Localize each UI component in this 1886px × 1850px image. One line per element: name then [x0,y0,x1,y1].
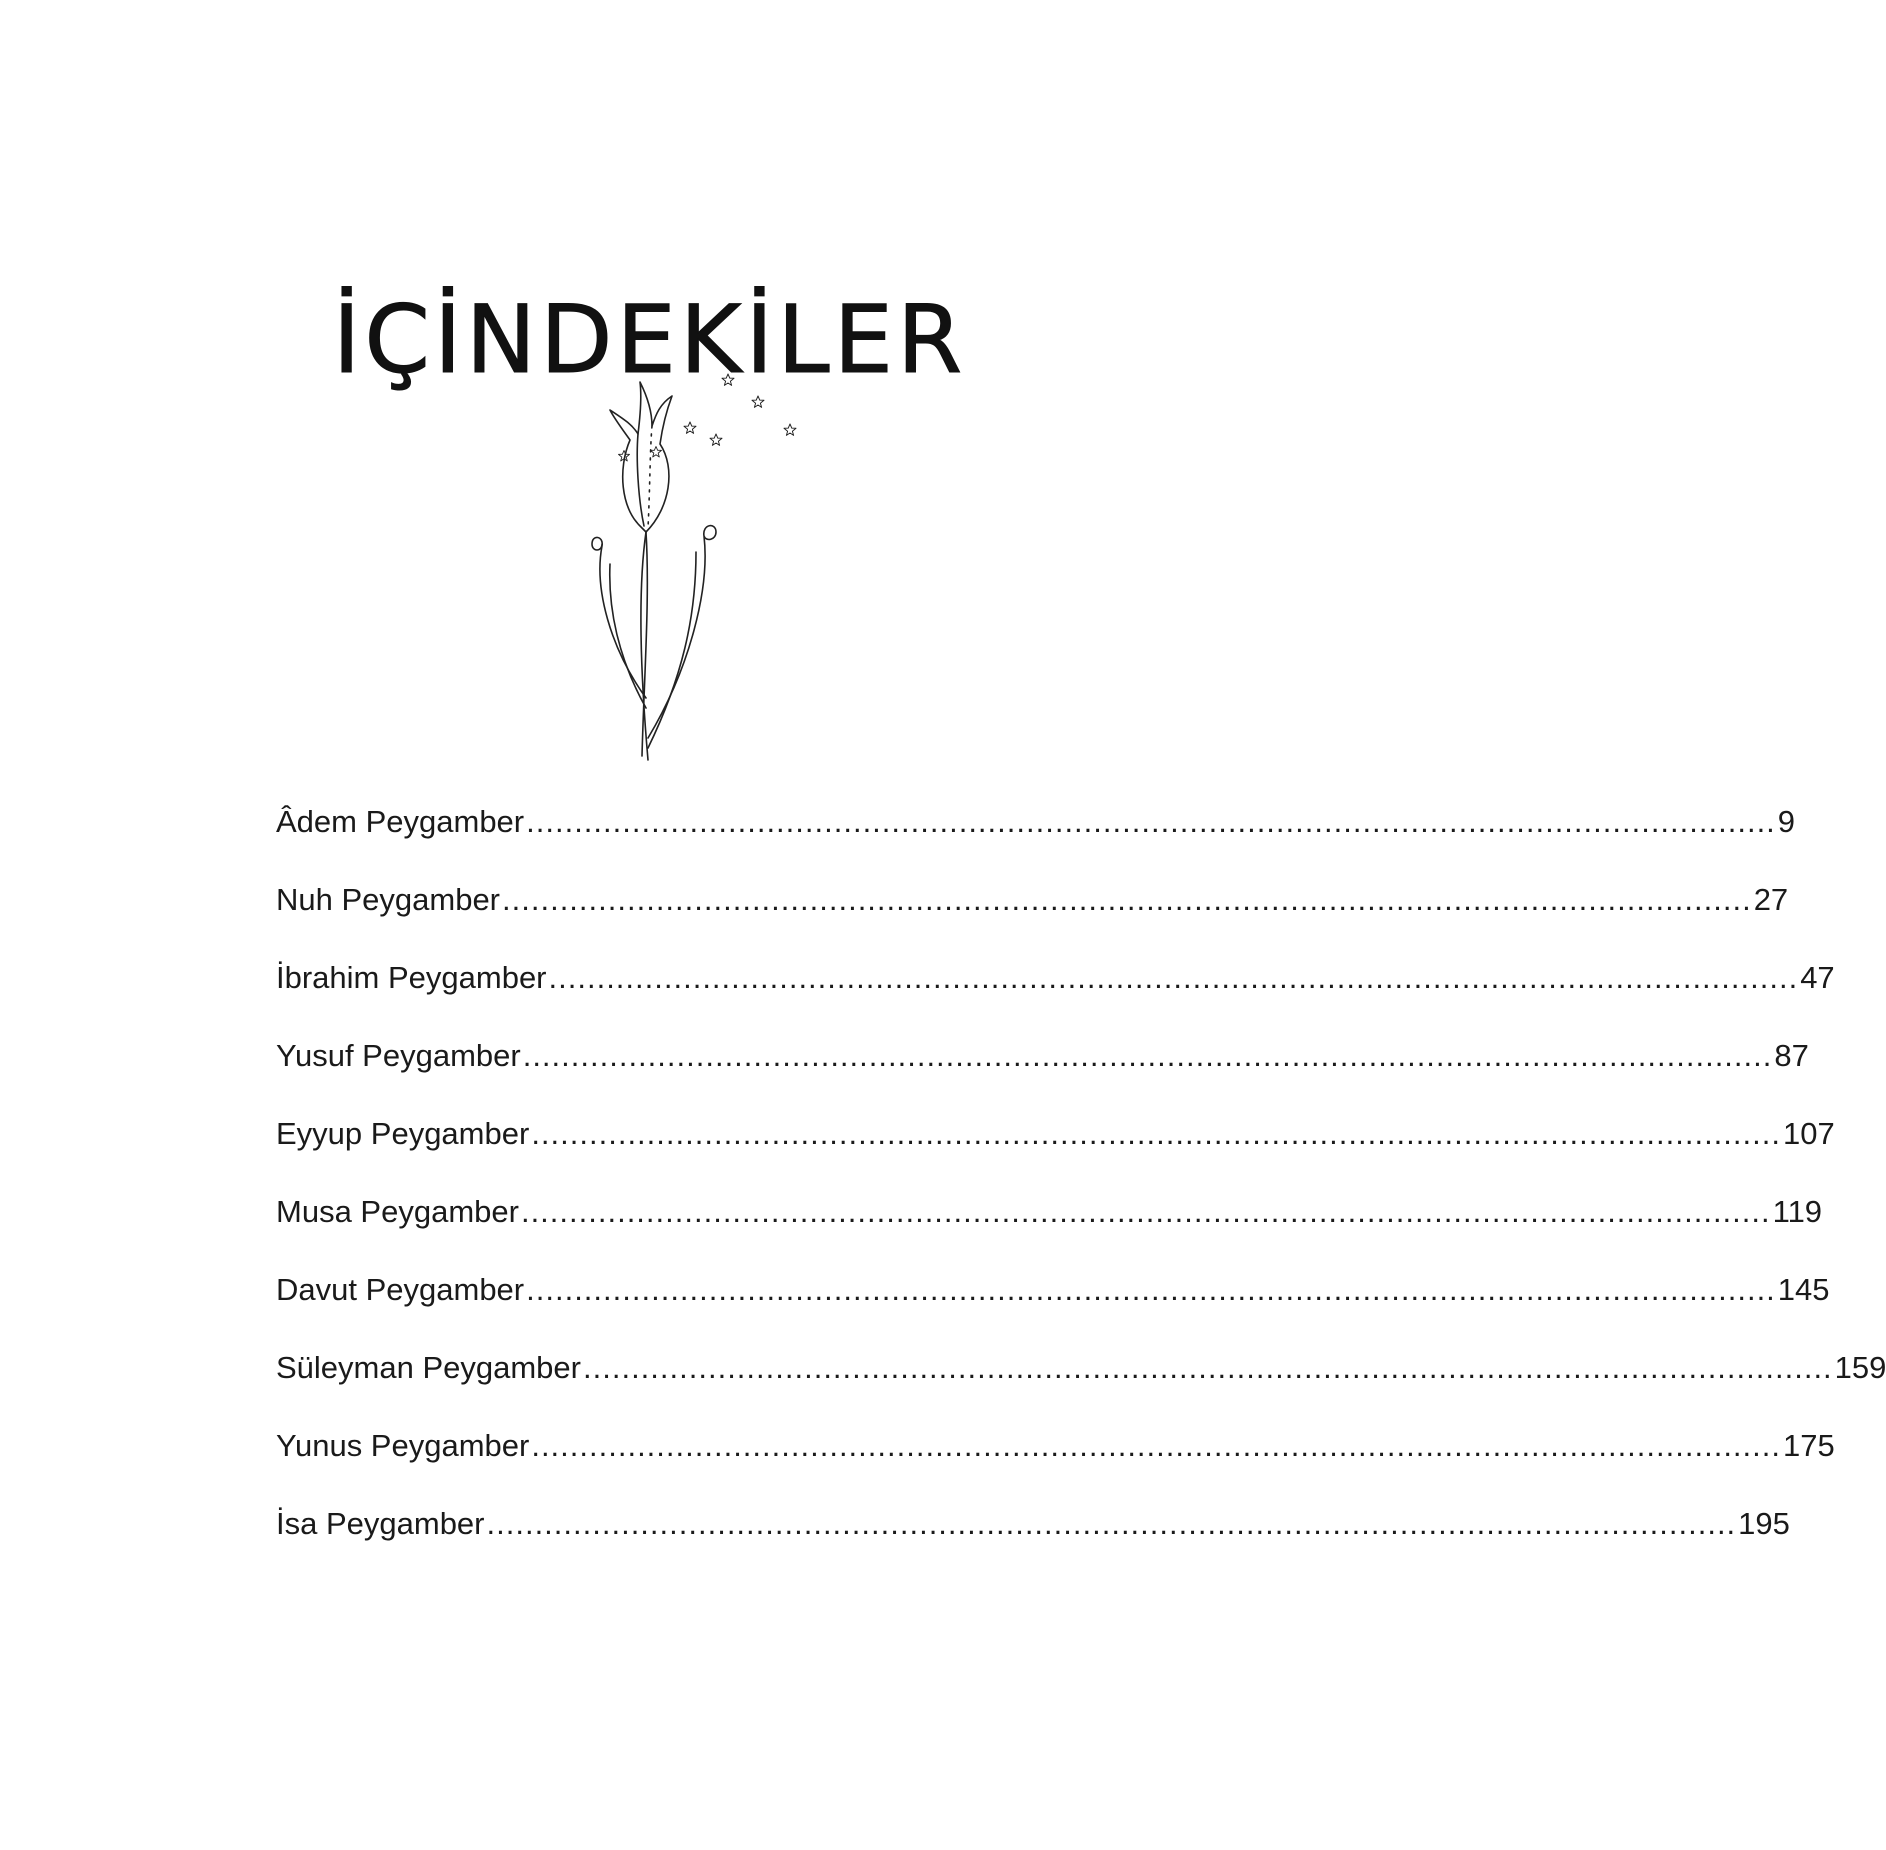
table-of-contents [276,793,1886,1573]
toc-dot-leader: .................................................................................................................................. [522,1038,1773,1073]
toc-entry-title: İsa Peygamber [276,1506,485,1541]
toc-entry[interactable] [276,949,1835,1027]
toc-dot-leader: .................................................................................................................................. [486,1506,1737,1541]
toc-entry-title: Süleyman Peygamber [276,1350,581,1385]
toc-page-number: 175 [1783,1428,1835,1463]
toc-dot-leader: .................................................................................................................................. [526,1272,1776,1307]
toc-entry-title: Yunus Peygamber [276,1428,530,1463]
toc-page-number: 195 [1738,1506,1790,1541]
toc-entry[interactable] [276,1339,1886,1417]
toc-page-number: 159 [1834,1350,1886,1385]
toc-entry-title: Yusuf Peygamber [276,1038,521,1073]
page-title: İÇİNDEKİLER [332,285,967,395]
toc-entry[interactable] [276,1105,1835,1183]
toc-entry-title: İbrahim Peygamber [276,960,547,995]
toc-entry[interactable] [276,1495,1790,1573]
star-icon [651,447,662,457]
toc-dot-leader: .................................................................................................................................. [502,882,1752,917]
toc-entry[interactable] [276,1183,1823,1261]
star-icon [722,374,734,385]
toc-page-number: 107 [1782,1116,1835,1151]
toc-entry[interactable] [276,1261,1830,1339]
star-icon [784,424,796,435]
toc-page-number: 9 [1777,804,1796,839]
tulip-leaf-right [648,526,716,738]
toc-entry[interactable] [276,1027,1809,1105]
tulip-leaf-left [592,537,646,698]
tulip-illustration [580,368,840,778]
toc-entry[interactable] [276,793,1796,871]
toc-entry-title: Âdem Peygamber [276,804,525,839]
toc-page-number: 47 [1800,960,1835,995]
toc-dot-leader: .................................................................................................................................. [526,804,1776,839]
toc-entry[interactable] [276,1417,1835,1495]
toc-page-number: 145 [1777,1272,1830,1307]
toc-entry-title: Musa Peygamber [276,1194,519,1229]
toc-page-number: 119 [1772,1194,1823,1229]
star-icon [710,434,722,445]
toc-page-number: 27 [1753,882,1789,917]
tulip-inner-line [637,434,644,526]
toc-dot-leader: .................................................................................................................................. [531,1116,1781,1151]
toc-dot-leader: .................................................................................................................................. [531,1428,1781,1463]
toc-entry-title: Nuh Peygamber [276,882,501,917]
tulip-inner-line [648,426,652,528]
star-icon [684,422,696,433]
toc-entry-title: Eyyup Peygamber [276,1116,530,1151]
toc-dot-leader: .................................................................................................................................. [583,1350,1833,1385]
toc-entry-title: Davut Peygamber [276,1272,525,1307]
star-icon [752,396,764,407]
toc-dot-leader: .................................................................................................................................. [548,960,1799,995]
toc-page-number: 87 [1774,1038,1809,1073]
toc-dot-leader: .................................................................................................................................. [520,1194,1771,1229]
toc-entry[interactable] [276,871,1789,949]
